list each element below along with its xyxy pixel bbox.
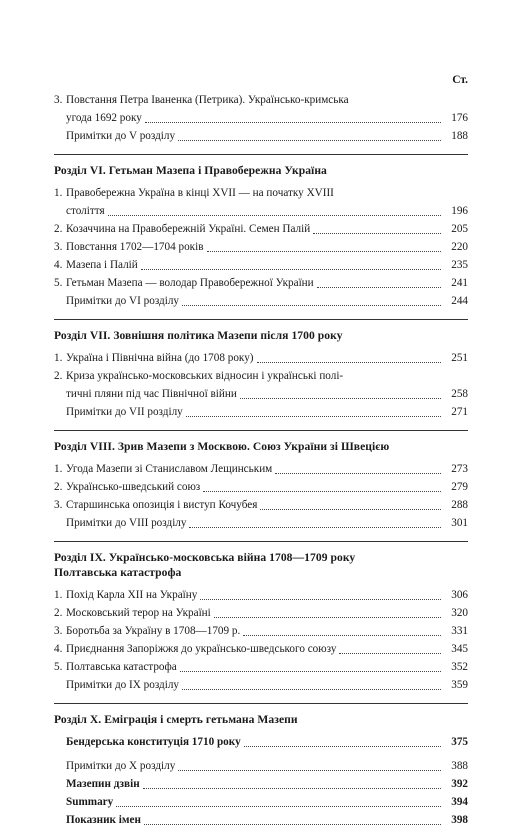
entry-number: 4. xyxy=(54,643,63,655)
entry-title: Примітки до VII розділу xyxy=(66,406,183,418)
entry-number: 3. xyxy=(54,241,63,253)
toc-entry[interactable] xyxy=(54,585,468,603)
section-heading: Розділ VI. Гетьман Мазепа і Правобережна Україна xyxy=(54,164,327,177)
toc-entry[interactable] xyxy=(54,639,468,657)
page-number: 320 xyxy=(451,607,468,619)
page-number: 352 xyxy=(451,661,468,673)
page-number: 273 xyxy=(451,463,468,475)
dot-leader xyxy=(203,491,441,492)
entry-number: 5. xyxy=(54,277,63,289)
dot-leader xyxy=(186,416,441,417)
dot-leader xyxy=(260,509,441,510)
page-number: 388 xyxy=(451,760,468,772)
toc-entry[interactable] xyxy=(54,219,468,237)
page-column-header: Ст. xyxy=(452,74,468,86)
page-number: 394 xyxy=(451,796,468,808)
dot-leader xyxy=(108,215,441,216)
dot-leader xyxy=(182,305,441,306)
toc-entry[interactable] xyxy=(54,366,468,384)
dot-leader xyxy=(200,599,441,600)
entry-title: Summary xyxy=(66,796,114,808)
section-heading: Розділ VIII. Зрив Мазепи з Москвою. Союз України зі Швецією xyxy=(54,440,390,453)
toc-entry[interactable] xyxy=(54,792,468,810)
dot-leader xyxy=(214,617,441,618)
entry-title: Примітки до IX розділу xyxy=(66,679,180,691)
section-heading: Розділ IX. Українсько-московська війна 1708—1709 року Полтавська катастрофа xyxy=(54,551,356,579)
toc-entry[interactable] xyxy=(54,621,468,639)
toc-entry[interactable] xyxy=(54,774,468,792)
toc-entry[interactable] xyxy=(54,459,468,477)
dot-leader xyxy=(145,122,441,123)
entry-title: Полтавська катастрофа xyxy=(66,661,177,673)
entry-number: 4. xyxy=(54,259,63,271)
toc-entry[interactable] xyxy=(54,201,468,219)
entry-title: Примітки до X розділу xyxy=(66,760,176,772)
toc-entry[interactable] xyxy=(54,732,468,750)
section-heading: Розділ X. Еміграція і смерть гетьмана Мазепи xyxy=(54,713,298,726)
toc-entry[interactable] xyxy=(54,126,468,144)
entry-title: Приєднання Запоріжжя до українсько-шведського союзу xyxy=(66,643,337,655)
entry-number: 3. xyxy=(54,499,63,511)
page-number: 392 xyxy=(451,778,468,790)
entry-number: 2. xyxy=(54,370,63,382)
toc-entry[interactable] xyxy=(54,756,468,774)
dot-leader xyxy=(178,140,441,141)
entry-title: Бендерська конституція 1710 року xyxy=(66,736,241,748)
page-number: 205 xyxy=(451,223,468,235)
toc-section xyxy=(54,319,468,420)
dot-leader xyxy=(244,746,441,747)
toc-entry[interactable] xyxy=(54,657,468,675)
entry-title: Гетьман Мазепа — володар Правобережної України xyxy=(66,277,314,289)
entry-title: Угода Мазепи зі Станиславом Лещинським xyxy=(66,463,273,475)
toc-entry[interactable] xyxy=(54,402,468,420)
toc-entry[interactable] xyxy=(54,495,468,513)
entry-title: Криза українсько-московських відносин і українські полі- xyxy=(66,370,344,382)
page-number: 301 xyxy=(451,517,468,529)
entry-title: тичні пляни під час Північної війни xyxy=(66,388,237,400)
entry-number: 1. xyxy=(54,352,63,364)
toc-entry[interactable] xyxy=(54,477,468,495)
dot-leader xyxy=(144,824,441,825)
dot-leader xyxy=(143,788,441,789)
dot-leader xyxy=(189,527,441,528)
page-number: 235 xyxy=(451,259,468,271)
entry-title: Боротьба за Україну в 1708—1709 р. xyxy=(66,625,241,637)
page-number: 288 xyxy=(451,499,468,511)
page-number: 241 xyxy=(451,277,468,289)
entry-title: Старшинська опозиція і виступ Кочубея xyxy=(66,499,258,511)
entry-number: 2. xyxy=(54,223,63,235)
toc-entry[interactable] xyxy=(54,183,468,201)
page-number: 196 xyxy=(451,205,468,217)
page-number: 279 xyxy=(451,481,468,493)
entry-number: 1. xyxy=(54,589,63,601)
toc-entry[interactable] xyxy=(54,273,468,291)
toc-entry[interactable] xyxy=(54,675,468,693)
entry-title: Московський терор на Україні xyxy=(66,607,211,619)
dot-leader xyxy=(275,473,441,474)
entry-title: Правобережна Україна в кінці XVII — на початку XVIII xyxy=(66,187,334,199)
entry-title: Повстання 1702—1704 років xyxy=(66,241,204,253)
page-number: 375 xyxy=(451,736,468,748)
entry-title: Примітки до VIII розділу xyxy=(66,517,187,529)
dot-leader xyxy=(243,635,441,636)
entry-title: століття xyxy=(66,205,105,217)
toc-entry[interactable] xyxy=(54,291,468,309)
dot-leader xyxy=(317,287,441,288)
page-number: 244 xyxy=(451,295,468,307)
entry-title: Примітки до VI розділу xyxy=(66,295,180,307)
page-number: 345 xyxy=(451,643,468,655)
entry-number: 2. xyxy=(54,607,63,619)
entry-title: Повстання Петра Іваненка (Петрика). Українсько-кримська xyxy=(66,94,349,106)
page-number: 359 xyxy=(451,679,468,691)
toc-section xyxy=(54,703,468,828)
toc-entry[interactable] xyxy=(54,603,468,621)
toc-section xyxy=(54,430,468,531)
toc-section xyxy=(54,154,468,309)
dot-leader xyxy=(313,233,441,234)
page-number: 271 xyxy=(451,406,468,418)
toc-entry[interactable] xyxy=(54,810,468,828)
toc-entry[interactable] xyxy=(54,513,468,531)
entry-title: Україна і Північна війна (до 1708 року) xyxy=(66,352,254,364)
dot-leader xyxy=(207,251,441,252)
entry-title: Козаччина на Правобережній Україні. Семен Палій xyxy=(66,223,311,235)
dot-leader xyxy=(339,653,441,654)
page-number: 331 xyxy=(451,625,468,637)
entry-number: 1. xyxy=(54,463,63,475)
toc-section xyxy=(54,88,468,144)
dot-leader xyxy=(116,806,441,807)
entry-title: угода 1692 року xyxy=(66,112,142,124)
toc-entry[interactable] xyxy=(54,348,468,366)
dot-leader xyxy=(178,770,441,771)
dot-leader xyxy=(180,671,441,672)
entry-number: 3. xyxy=(54,625,63,637)
toc-entry[interactable] xyxy=(54,108,468,126)
dot-leader xyxy=(240,398,441,399)
page-number: 258 xyxy=(451,388,468,400)
dot-leader xyxy=(141,269,441,270)
entry-title: Примітки до V розділу xyxy=(66,130,176,142)
entry-title: Показник імен xyxy=(66,814,141,826)
entry-number: 1. xyxy=(54,187,63,199)
page-number: 220 xyxy=(451,241,468,253)
section-heading: Розділ VII. Зовнішня політика Мазепи після 1700 року xyxy=(54,329,343,342)
toc-section xyxy=(54,541,468,693)
page-number: 398 xyxy=(451,814,468,826)
table-of-contents xyxy=(54,88,468,828)
entry-title: Мазепа і Палій xyxy=(66,259,138,271)
page-number: 188 xyxy=(451,130,468,142)
entry-number: 2. xyxy=(54,481,63,493)
entry-number: 3. xyxy=(54,94,63,106)
toc-entry[interactable] xyxy=(54,255,468,273)
entry-number: 5. xyxy=(54,661,63,673)
entry-title: Мазепин дзвін xyxy=(66,778,140,790)
toc-entry[interactable] xyxy=(54,90,468,108)
page-number: 176 xyxy=(451,112,468,124)
dot-leader xyxy=(182,689,441,690)
entry-title: Українсько-шведський союз xyxy=(66,481,201,493)
page-number: 306 xyxy=(451,589,468,601)
dot-leader xyxy=(257,362,441,363)
toc-entry[interactable] xyxy=(54,237,468,255)
page-number: 251 xyxy=(451,352,468,364)
entry-title: Похід Карла XII на Україну xyxy=(66,589,198,601)
toc-entry[interactable] xyxy=(54,384,468,402)
